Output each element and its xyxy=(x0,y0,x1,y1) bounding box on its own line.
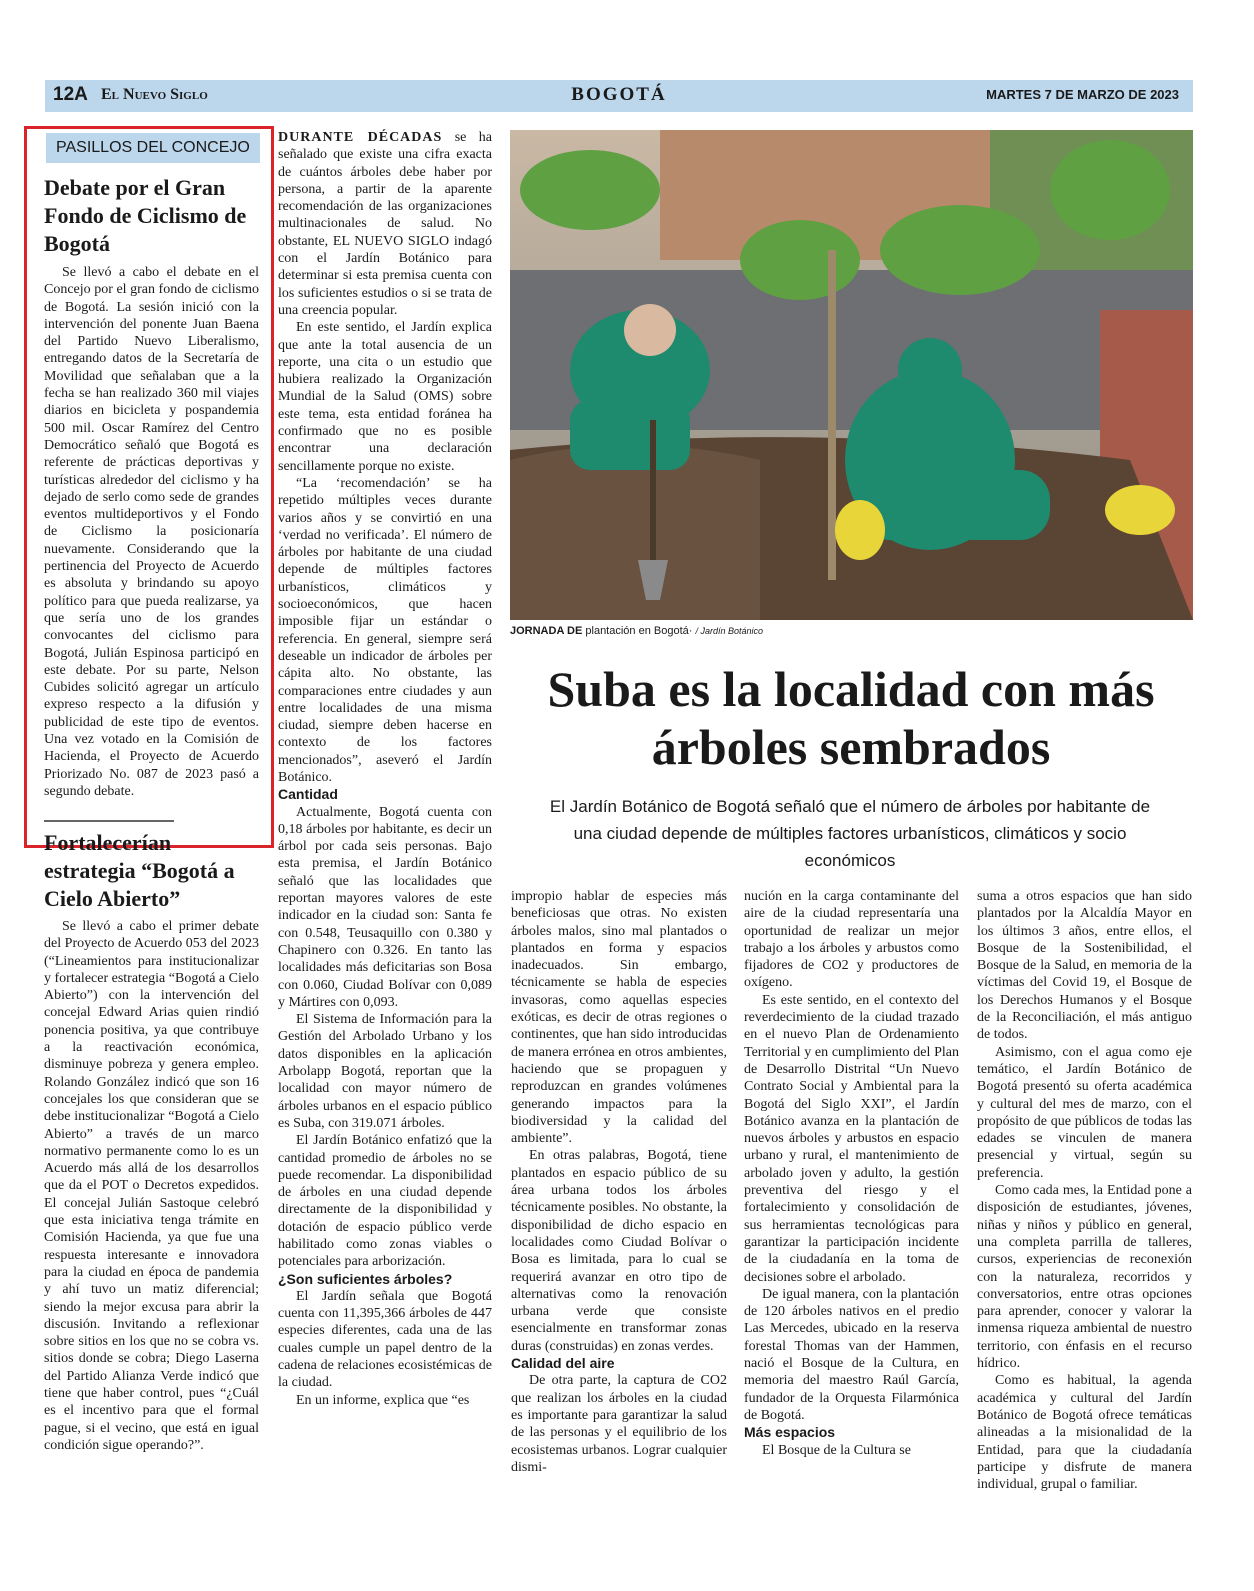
sidebar-story-1-body: Se llevó a cabo el debate en el Concejo por el gran fondo de ciclismo de Bogotá. La sesión inició con la intervención del ponente Juan Baena del Partido Nuevo Liberalismo, entregando datos de la Secretaría de Movilidad que señalaban que a la fecha se han realizado 360 mil viajes diarios en bicicleta y pospandemia 500 mil. Oscar Ramírez del Centro Democrático señaló que Bogotá es referente de prácticas deportivas y turísticas alrededor del ciclismo y ha dejado de serlo como sede de grandes eventos multideportivos y el Fondo de Ciclismo la posicionaría nuevamente. Considerando que la pertinencia del Proyecto de Acuerdo es absoluta y brindando su apoyo político para que pueda realizarse, ya que sería uno de los grandes convocantes del ciclismo para Bogotá, Julián Espinosa participó en este debate. Por su parte, Nelson Cubides solicitó agregar un artículo expreso respecto a la difusión y publicidad de este tipo de eventos. Una vez votado en la Comisión de Hacienda, el Proyecto de Acuerdo Priorizado No. 087 de 2023 pasó a segundo debate. xyxy=(44,265,259,799)
col1-p3: “La ‘recomendación’ se ha repetido múltiples veces durante varios años y se convirtió en una ‘verdad no verificada’. El número de árboles por habitante de una ciudad depende de múltiples factores urbanísticos, climáticos y socioeconómicos, que hacen imposible fijar un estándar o referencia. En general, siempre será deseable un indicador de árboles per cápita alto. No obstante, las comparaciones entre ciudades y aun entre localidades de una misma ciudad, siempre deben hacerse en contexto de los factores mencionados”, aseveró el Jardín Botánico. xyxy=(278,475,492,785)
col2-p1: impropio hablar de especies más beneficiosas que otras. No existen árboles malos, sino mal plantados o plantados en forma y espacios inadecuados. Sin embargo, técnicamente se habla de especies invasoras, como aquellas especies exóticas, es decir de otras regiones o continentes, que han sido introducidas de manera errónea en otros ambientes, haciendo que se propaguen y reproduzcan en grandes volúmenes generando impactos para la biodiversidad y la calidad del ambiente”. xyxy=(511,889,727,1147)
col4-p3: Como cada mes, la Entidad pone a disposición de estudiantes, jóvenes, niñas y niños y público en general, una completa parrilla de talleres, cursos, experiencias de reconexión con la naturaleza, recorridos y conversatorios, entre otras opciones para aprender, conocer y valorar la inmensa riqueza ambiental de nuestro territorio, con énfasis en el recurso hídrico. xyxy=(977,1183,1192,1372)
lead-caps: DURANTE DÉCADAS xyxy=(278,130,443,145)
page-header xyxy=(45,80,1193,112)
col1-p8: En un informe, explica que “es xyxy=(296,1392,470,1408)
col1-p1: se ha señalado que existe una cifra exacta de cuántos árboles debe haber por persona, a partir de la aparente recomendación de las organizaciones multinacionales de salud. No obstante, EL NUEVO SIGLO indagó con el Jardín Botánico para determinar si esta premisa cuenta con los suficientes estudios o si se trata de una creencia popular. xyxy=(278,130,492,318)
section-title: BOGOTÁ xyxy=(571,84,667,105)
col4-p1: suma a otros espacios que han sido plantados por la Alcaldía Mayor en los últimos 3 años, entre ellos, el Bosque de la Sostenibilidad, el Bosque de la Salud, en memoria de la víctimas del Covid 19, el Bosque de los Derechos Humanos y el Bosque de la Reconciliación, el más antiguo de todos. xyxy=(977,889,1192,1043)
photo-illustration xyxy=(510,130,1193,620)
article-column-1 xyxy=(278,129,492,1409)
col1-p4: Actualmente, Bogotá cuenta con 0,18 árboles por habitante, es decir un árbol por cada seis personas. Bajo esta premisa, el Jardín Botánico señaló que las localidades que reportan mayores valores de este indicador en la ciudad son: Santa fe con 0.548, Teusaquillo con 0.380 y Chapinero con 0.326. En tanto las localidades más deficitarias son Bosa con 0.060, Ciudad Bolívar con 0,089 y Mártires con 0,093. xyxy=(278,804,492,1010)
caption-lead: JORNADA DE xyxy=(510,625,583,637)
col1-p6: El Jardín Botánico enfatizó que la cantidad promedio de árboles no se puede recomendar. La disponibilidad de árboles en una ciudad depende directamente de la disponibilidad y dotación de espacio público verde habilitado como zonas viables o potenciales para arborización. xyxy=(278,1133,492,1270)
page-number: 12A xyxy=(53,84,88,105)
col1-p5: El Sistema de Información para la Gestión del Arbolado Urbano y los datos disponibles en la aplicación Arbolapp Bogotá, reportan que la localidad con mayor número de árboles urbanos en el espacio público es Suba, con 319.071 árboles. xyxy=(278,1012,492,1131)
subhead-calidad: Calidad del aire xyxy=(511,1355,615,1372)
subhead-cantidad: Cantidad xyxy=(278,786,338,803)
divider xyxy=(44,820,174,822)
subhead-suficientes: ¿Son suficientes árboles? xyxy=(278,1270,453,1287)
sidebar-headline-2: Fortalecerían estrategia “Bogotá a Cielo Abierto” xyxy=(44,830,235,911)
photo-tree-planting xyxy=(510,130,1193,620)
col1-p7: El Jardín señala que Bogotá cuenta con 11,395,366 árboles de 447 especies diferentes, cada una de las cuales cumple un papel dentro de la cadena de relaciones ecosistémicas de la ciudad. xyxy=(278,1288,492,1391)
sidebar-kicker: PASILLOS DEL CONCEJO xyxy=(46,133,260,163)
col2-p3: De otra parte, la captura de CO2 que realizan los árboles en la ciudad es importante para garantizar la salud de las personas y el equilibrio de los ecosistemas urbanos. Lograr cualquier dismi- xyxy=(511,1373,727,1475)
col4-p4: Como es habitual, la agenda académica y cultural del Jardín Botánico de Bogotá ofrece temáticas alineadas a la misionalidad de la Entidad, para que la ciudadanía participe y disfrute de manera individual, grupal o familiar. xyxy=(977,1373,1192,1493)
sidebar-story-1 xyxy=(44,264,259,800)
col1-p2: En este sentido, el Jardín explica que ante la total ausencia de un reporte, una cita o un estudio que hubiera realizado la Organización Mundial de la Salud (OMS) sobre este tema, esta entidad foránea ha confirmado que no es posible encontrar una declaración sencillamente porque no existe. xyxy=(278,320,492,474)
issue-date: MARTES 7 DE MARZO DE 2023 xyxy=(986,87,1179,102)
col2-p2: En otras palabras, Bogotá, tiene plantados en espacio público de su área urbana todos los árboles técnicamente posibles. No obstante, la disponibilidad de dicho espacio en localidades como Ciudad Bolívar o Bosa es limitada, para lo cual se requerirá avanzar en otro tipo de alternativas como la renovación urbana verde que consiste esencialmente en transformar zonas duras (construidas) en zonas verdes. xyxy=(511,1148,727,1354)
sidebar-headline-1: Debate por el Gran Fondo de Ciclismo de Bogotá xyxy=(44,175,247,256)
col3-p1: nución en la carga contaminante del aire de la ciudad representaría una oportunidad de realizar un mejor trabajo a los árboles y arbustos como fijadores de CO2 y productores de oxígeno. xyxy=(744,889,959,991)
photo-caption xyxy=(510,625,763,637)
col3-p3: De igual manera, con la plantación de 120 árboles nativos en el predio Las Mercedes, ubicado en la reserva forestal Thomas van der Hammen, nació el Bosque de la Cultura, en memoria del maestro Raúl García, fundador de la Orquesta Filarmónica de Bogotá. xyxy=(744,1286,959,1423)
newspaper-name: El Nuevo Siglo xyxy=(101,86,208,103)
article-column-3 xyxy=(744,888,959,1459)
col3-p2: Es este sentido, en el contexto del reverdecimiento de la ciudad trazado en el nuevo Plan de Ordenamiento Territorial y en cumplimiento del Plan de Desarrollo Distrital “Un Nuevo Contrato Social y Ambiental para la Bogotá del Siglo XXI”, el Jardín Botánico avanza en la plantación de nuevos árboles y arbustos en espacio urbano y rural, el mantenimiento de arbolado joven y adulto, la gestión preventiva del riesgo y el fortalecimiento y consolidación de sus herramientas tecnológicas para garantizar la participación incidente de la ciudadanía en la toma de decisiones sobre el arbolado. xyxy=(744,992,959,1285)
article-column-2 xyxy=(511,888,727,1476)
col4-p2: Asimismo, con el agua como eje temático, el Jardín Botánico de Bogotá presentó su oferta académica y cultural del mes de marzo, con el propósito de que públicos de todas las edades se vinculen de manera presencial y virtual, según su preferencia. xyxy=(977,1044,1192,1181)
article-headline: Suba es la localidad con más árboles sembrados xyxy=(547,661,1155,775)
sidebar-story-2-body: Se llevó a cabo el primer debate del Proyecto de Acuerdo 053 del 2023 (“Lineamientos para institucionalizar y fortalecer estrategia “Bogotá a Cielo Abierto”) con la intervención del concejal Edward Arias quien rindió ponencia positiva, ya que contribuye a la reactivación económica, disminuye pobreza y genera empleo. Rolando González indicó que son 16 concejales los que consideran que se debe institucionalizar “Bogotá a Cielo Abierto” a través de un marco normativo permanente como lo es un Acuerdo más allá de los desarrollos que da el POT o Decretos expedidos. El concejal Julián Sastoque celebró que esta iniciativa tenga trámite en Comisión Hacienda, ya que fue una respuesta interesante e innovadora para la ciudad en época de pandemia y ahí tuvo un matiz diferencial; siendo la mejor excusa para abrir la discusión. Invitando a reflexionar sobre sitios en los que no se cobra vs. sitios donde se cobra; Diego Laserna del Partido Alianza Verde indicó que tiene que haber control, pues “¿Cuál es el incentivo para que el formal pague, si el vecino, que está en igual condición sigue operando?”. xyxy=(44,919,259,1453)
sidebar-story-2 xyxy=(44,918,259,1454)
subhead-espacios: Más espacios xyxy=(744,1424,836,1441)
article-column-4 xyxy=(977,888,1192,1493)
col3-p4: El Bosque de la Cultura se xyxy=(762,1442,911,1458)
caption-text: plantación en Bogotá· xyxy=(582,625,696,637)
photo-credit: / Jardín Botánico xyxy=(695,626,764,636)
article-dek: El Jardín Botánico de Bogotá señaló que el número de árboles por habitante de una ciudad depende de múltiples factores urbanísticos, climáticos y socio económicos xyxy=(549,797,1151,870)
